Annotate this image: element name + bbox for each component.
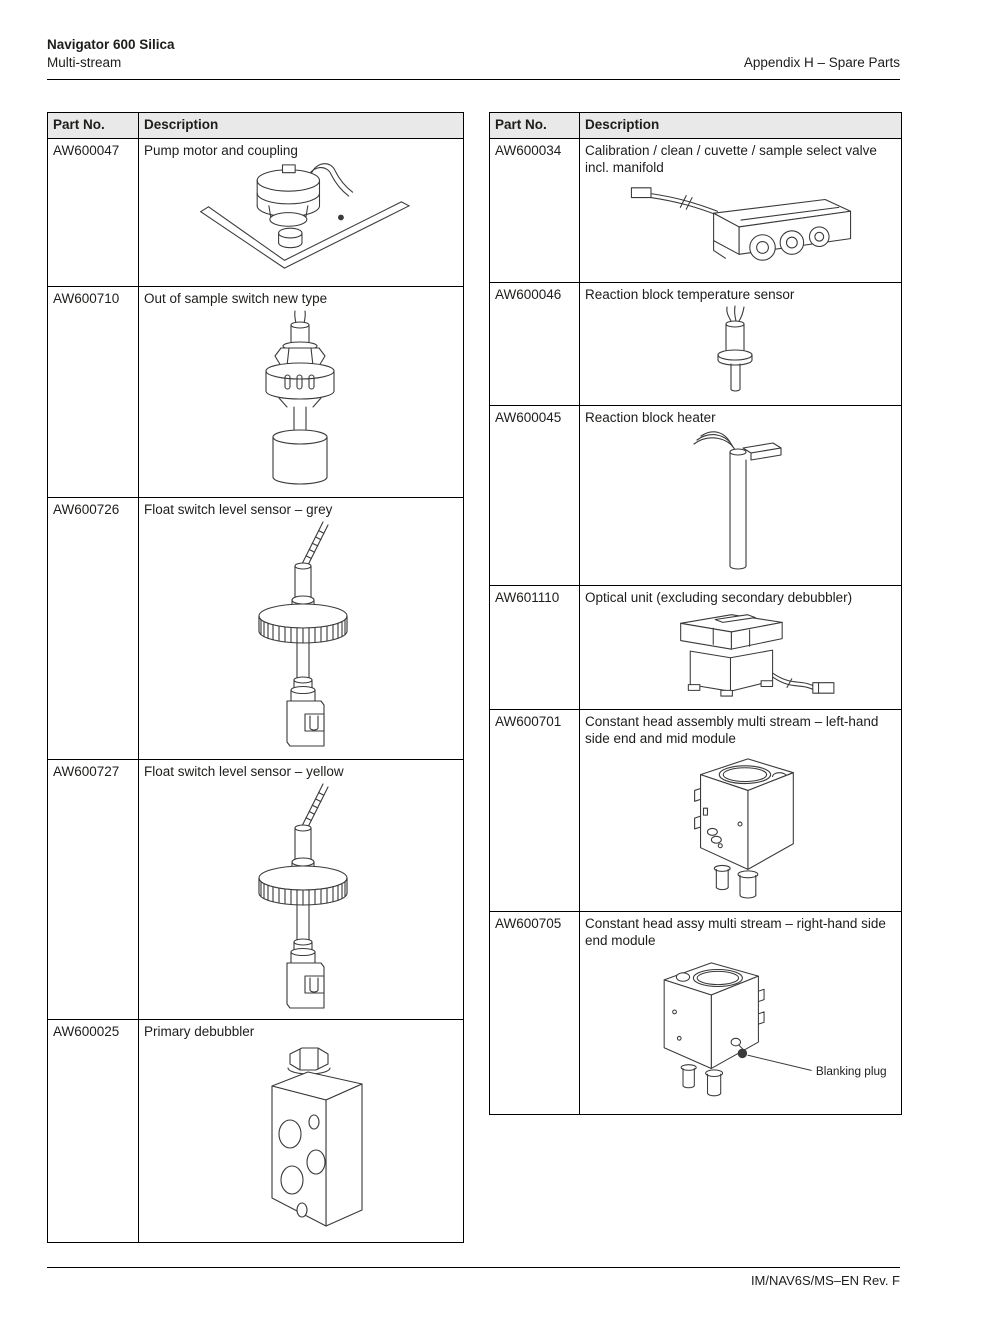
- part-number: AW601110: [490, 585, 580, 709]
- part-description: Float switch level sensor – yellow: [144, 763, 344, 779]
- product-subtitle: Multi-stream: [47, 54, 122, 70]
- table-row: [490, 709, 902, 911]
- part-number: AW600046: [490, 282, 580, 405]
- pump-motor-illustration: [144, 161, 458, 273]
- part-number: AW600047: [48, 138, 139, 286]
- part-number: AW600705: [490, 911, 580, 1114]
- primary-debubbler-illustration: [144, 1042, 458, 1232]
- table-header-row: [48, 112, 464, 138]
- table-row: [490, 585, 902, 709]
- select-valve-illustration: [585, 178, 896, 268]
- float-switch-illustration: [144, 782, 458, 1010]
- part-description: Out of sample switch new type: [144, 290, 328, 306]
- float-switch-illustration: [144, 520, 458, 748]
- temperature-sensor-illustration: [585, 305, 896, 395]
- constant-head-right-illustration: [585, 951, 896, 1103]
- document-reference: IM/NAV6S/MS–EN Rev. F: [750, 1273, 900, 1288]
- part-description: Optical unit (excluding secondary debubbler): [585, 589, 853, 605]
- annotation-label: Blanking plug: [815, 1065, 887, 1079]
- constant-head-left-illustration: [585, 749, 896, 899]
- part-number: AW600726: [48, 497, 139, 759]
- footer-rule: [47, 1267, 900, 1268]
- appendix-title: Appendix H – Spare Parts: [743, 54, 900, 70]
- leader-line: [748, 1056, 811, 1071]
- part-description: Primary debubbler: [144, 1023, 255, 1039]
- spare-parts-tables: [47, 112, 900, 1243]
- spare-parts-table-right: [489, 112, 902, 1115]
- table-row: [48, 138, 464, 286]
- column-header-part-no: Part No.: [490, 112, 580, 138]
- optical-unit-illustration: [585, 608, 896, 698]
- table-row: [490, 405, 902, 585]
- table-row: [490, 138, 902, 282]
- table-row: [490, 282, 902, 405]
- part-description: Pump motor and coupling: [144, 142, 298, 158]
- table-header-row: [490, 112, 902, 138]
- part-number: AW600727: [48, 759, 139, 1019]
- part-description: Reaction block heater: [585, 409, 716, 425]
- table-row: [48, 759, 464, 1019]
- part-number: AW600025: [48, 1019, 139, 1242]
- part-description: Calibration / clean / cuvette / sample select valve incl. manifold: [585, 142, 877, 176]
- heater-illustration: [585, 428, 896, 574]
- product-title: Navigator 600 Silica: [47, 37, 175, 52]
- spare-parts-table-left: [47, 112, 464, 1243]
- table-row: [48, 286, 464, 497]
- part-number: AW600034: [490, 138, 580, 282]
- table-row: [48, 1019, 464, 1242]
- table-row: [48, 497, 464, 759]
- part-description: Float switch level sensor – grey: [144, 501, 333, 517]
- column-header-description: Description: [580, 112, 902, 138]
- out-of-sample-switch-illustration: [144, 309, 458, 487]
- part-number: AW600045: [490, 405, 580, 585]
- part-description: Reaction block temperature sensor: [585, 286, 795, 302]
- part-number: AW600701: [490, 709, 580, 911]
- part-description: Constant head assembly multi stream – left-hand side end and mid module: [585, 713, 879, 747]
- page-footer: [47, 1267, 900, 1288]
- column-header-part-no: Part No.: [48, 112, 139, 138]
- part-number: AW600710: [48, 286, 139, 497]
- part-description: Constant head assy multi stream – right-hand side end module: [585, 915, 886, 949]
- header-rule: [47, 79, 900, 80]
- page-header: [47, 36, 900, 80]
- table-row: [490, 911, 902, 1114]
- column-header-description: Description: [139, 112, 464, 138]
